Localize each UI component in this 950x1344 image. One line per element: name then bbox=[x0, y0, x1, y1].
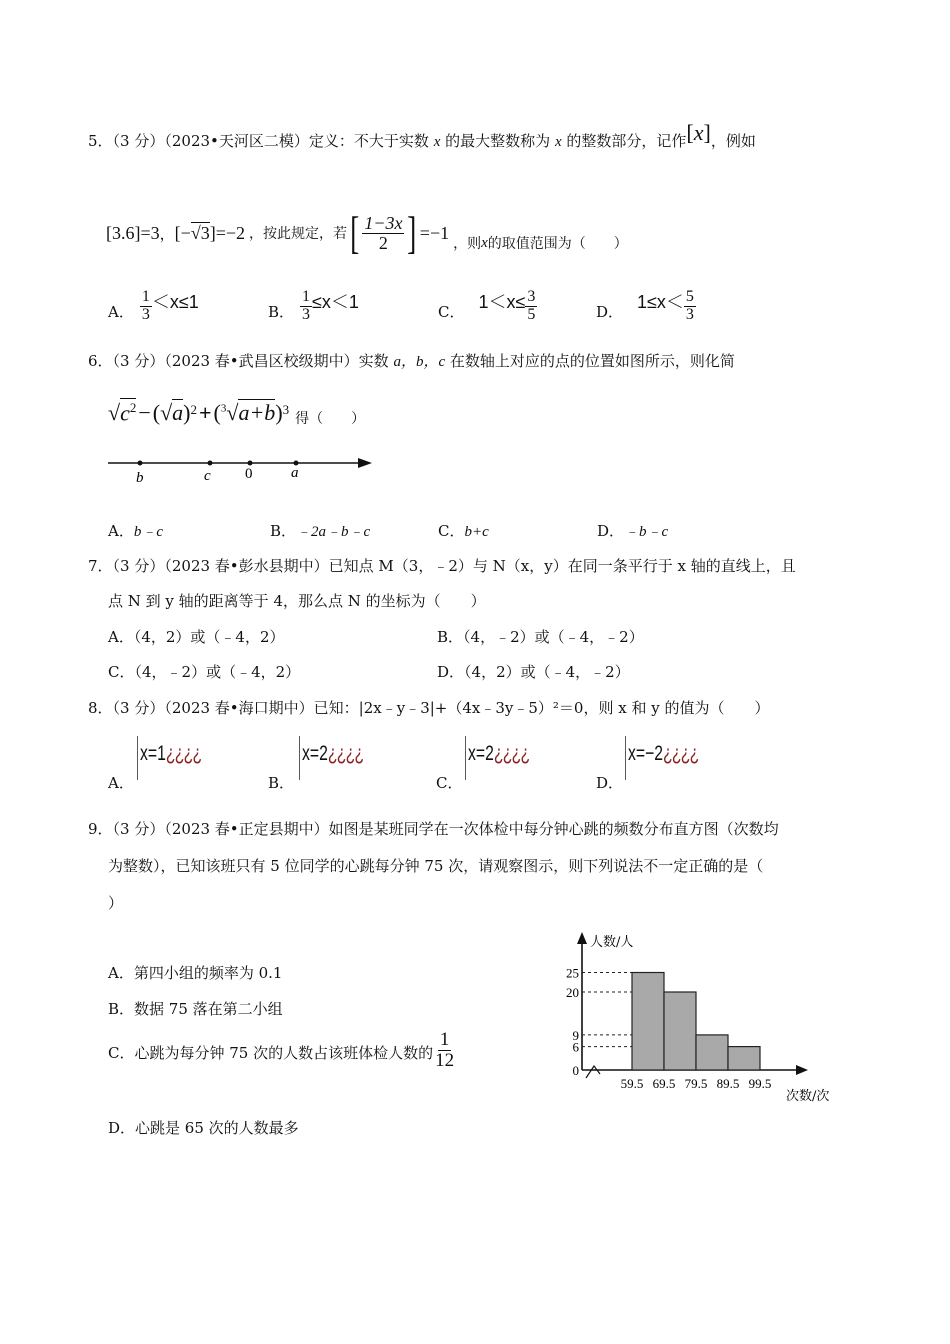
histogram-chart bbox=[560, 928, 850, 1113]
number-line-arrow bbox=[358, 458, 372, 468]
q9-option-c[interactable]: C． 心跳为每分钟 75 次的人数占该班体检人数的 $\frac{1}{12}$ bbox=[108, 1029, 455, 1071]
q8-line1: 8．（3 分）（2023 春•海口期中）已知：|2x﹣y﹣3|+（4x﹣3y﹣5）²＝0，则 x 和 y 的值为（ ） bbox=[88, 699, 770, 717]
number-line bbox=[104, 450, 384, 490]
q8-option-a[interactable]: A． x=1¿¿¿¿ bbox=[108, 742, 202, 792]
point-b bbox=[138, 461, 143, 466]
q5-option-d[interactable]: D． 1≤x＜ $\frac{5}{3}$ bbox=[596, 288, 694, 324]
label-b: b bbox=[136, 470, 144, 486]
q9-line3: ） bbox=[108, 894, 124, 912]
x-tick-label: 59.5 bbox=[620, 1076, 644, 1091]
point-c bbox=[208, 461, 213, 466]
x-tick-label: 99.5 bbox=[748, 1076, 772, 1091]
label-zero: 0 bbox=[245, 466, 253, 482]
q5-score: （3 分） bbox=[112, 132, 165, 150]
q7-option-b[interactable]: B．（4，﹣2）或（﹣4，﹣2） bbox=[437, 628, 644, 646]
q5-number: 5． bbox=[88, 132, 113, 150]
q9-line1: 9．（3 分）（2023 春•正定县期中）如图是某班同学在一次体检中每分钟心跳的频数分布直方图（次数均 bbox=[88, 820, 779, 838]
q7-line1: 7．（3 分）（2023 春•彭水县期中）已知点 M（3，﹣2）与 N（x，y）在同一条平行于 x 轴的直线上，且 bbox=[88, 557, 796, 575]
x-tick-label: 69.5 bbox=[652, 1076, 676, 1091]
x-tick-label: 89.5 bbox=[716, 1076, 740, 1091]
example-1: [3.6]=3 bbox=[106, 222, 160, 243]
q6-line1: 6．（3 分）（2023 春•武昌区校级期中）实数 a，b，c 在数轴上对应的点的位置如图所示，则化简 bbox=[88, 352, 735, 370]
y-tick-label: 0 bbox=[572, 1063, 579, 1078]
q5-line2: [3.6]=3 ， [−√3]=−2 ，按此规定，若 [ $\frac{1-3x}{2}$ ] =−1 ，则 x 的取值范围为（ ） bbox=[106, 207, 628, 258]
q9-line2: 为整数），已知该班只有 5 位同学的心跳每分钟 75 次，请观察图示，则下列说法不一定正确的是（ bbox=[108, 857, 764, 875]
y-tick-label: 9 bbox=[572, 1027, 579, 1043]
q5-option-c[interactable]: C． 1＜x≤ $\frac{3}{5}$ bbox=[438, 288, 536, 324]
q9-option-b[interactable]: B．数据 75 落在第二小组 bbox=[108, 1000, 283, 1018]
q9-option-a[interactable]: A．第四小组的频率为 0.1 bbox=[108, 964, 283, 982]
floor-fraction: [ $\frac{1-3x}{2}$ ] =−1 bbox=[350, 207, 450, 258]
q7-option-d[interactable]: D．（4，2）或（﹣4，﹣2） bbox=[437, 663, 630, 681]
x-axis-arrow bbox=[796, 1065, 808, 1075]
y-tick-label: 20 bbox=[566, 985, 579, 1000]
q7-option-a[interactable]: A．（4，2）或（﹣4，2） bbox=[108, 628, 285, 646]
q5-line1: 5．（3 分）（2023•天河区二模）定义：不大于实数 x 的最大整数称为 x 的整数部分，记作[x]，例如 bbox=[88, 120, 756, 150]
floor-bracket: [x] bbox=[686, 120, 711, 145]
q5-option-a[interactable]: A． $\frac{1}{3}$ ＜x≤1 bbox=[108, 288, 199, 324]
q5-source: （2023•天河区二模） bbox=[164, 132, 309, 150]
y-axis-label: 人数/人 bbox=[590, 935, 634, 950]
histogram-bar bbox=[664, 992, 696, 1070]
x-tick-label: 79.5 bbox=[684, 1076, 708, 1091]
label-c: c bbox=[204, 468, 211, 484]
y-axis-arrow bbox=[577, 932, 587, 944]
q6-option-d[interactable]: D．﹣b﹣c bbox=[597, 522, 669, 540]
histogram-bar bbox=[728, 1047, 760, 1070]
q8-option-b[interactable]: B． x=2¿¿¿¿ bbox=[268, 742, 364, 792]
q8-option-d[interactable]: D． x=−2¿¿¿¿ bbox=[596, 742, 699, 792]
q6-option-a[interactable]: A．b﹣c bbox=[108, 522, 164, 540]
histogram-bar bbox=[632, 973, 664, 1071]
q9-option-d[interactable]: D．心跳是 65 次的人数最多 bbox=[108, 1119, 299, 1137]
y-tick-label: 25 bbox=[566, 965, 579, 981]
point-zero bbox=[248, 461, 253, 466]
q7-line2: 点 N 到 y 轴的距离等于 4，那么点 N 的坐标为（ ） bbox=[108, 592, 486, 610]
example-2: [−√3]=−2 bbox=[174, 222, 245, 243]
q7-option-c[interactable]: C．（4，﹣2）或（﹣4，2） bbox=[108, 663, 301, 681]
q6-option-b[interactable]: B．﹣2a﹣b﹣c bbox=[270, 522, 371, 540]
y-tick-label: 6 bbox=[572, 1039, 579, 1055]
axis-break bbox=[586, 1066, 600, 1078]
label-a: a bbox=[291, 465, 299, 481]
q6-expression: √ $c^2$ − (√a) 2 + ($^3$√a+b) 3 得（ ） bbox=[108, 400, 366, 428]
histogram-bar bbox=[696, 1035, 728, 1070]
x-axis-label: 次数/次 bbox=[786, 1089, 830, 1104]
q8-option-c[interactable]: C． x=2¿¿¿¿ bbox=[436, 742, 530, 792]
q5-option-b[interactable]: B． $\frac{1}{3}$ ≤x＜1 bbox=[268, 288, 359, 324]
q6-option-c[interactable]: C．b+c bbox=[438, 522, 489, 540]
